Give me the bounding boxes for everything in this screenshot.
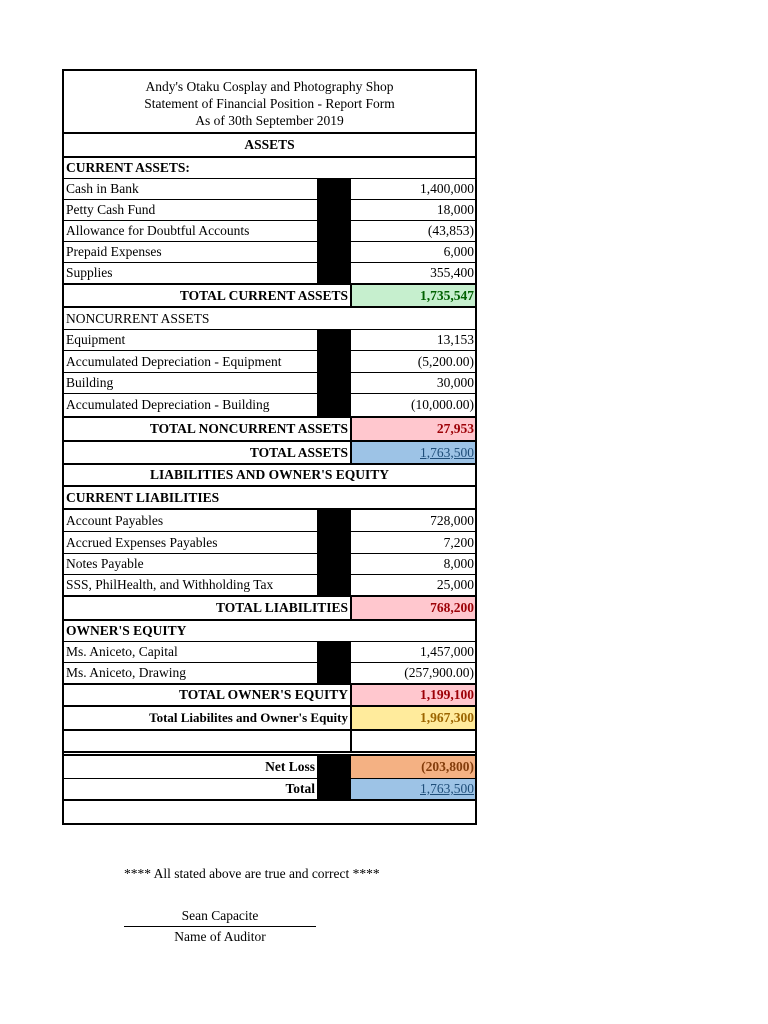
total-liabilities-label: TOTAL LIABILITIES bbox=[216, 600, 348, 615]
black-spacer-cell bbox=[317, 554, 350, 574]
total-liabilities-row bbox=[64, 597, 475, 621]
row-value: 30,000 bbox=[350, 373, 475, 393]
row-value: (10,000.00) bbox=[350, 394, 475, 416]
owners-equity-heading: OWNER'S EQUITY bbox=[66, 623, 187, 638]
black-spacer-cell bbox=[317, 351, 350, 372]
row-label: Accumulated Depreciation - Equipment bbox=[66, 353, 282, 369]
row-label: Account Payables bbox=[66, 512, 164, 528]
total-current-assets-value: 1,735,547 bbox=[350, 285, 475, 306]
table-row bbox=[64, 373, 475, 394]
row-value: 18,000 bbox=[350, 200, 475, 220]
table-row bbox=[64, 532, 475, 554]
row-value: 728,000 bbox=[350, 510, 475, 531]
assets-title: ASSETS bbox=[244, 137, 295, 152]
row-label: Petty Cash Fund bbox=[66, 202, 156, 217]
black-spacer-cell bbox=[317, 179, 350, 199]
total-liabilities-equity-label: Total Liabilites and Owner's Equity bbox=[149, 710, 348, 725]
row-value: (257,900.00) bbox=[350, 663, 475, 683]
total-owners-equity-label: TOTAL OWNER'S EQUITY bbox=[178, 687, 348, 702]
total-label: Total bbox=[285, 781, 315, 796]
row-value: 6,000 bbox=[350, 242, 475, 262]
row-value: (43,853) bbox=[350, 221, 475, 241]
total-noncurrent-assets-row bbox=[64, 418, 475, 442]
statement-header bbox=[64, 71, 475, 134]
row-value: 1,457,000 bbox=[350, 642, 475, 662]
certification-statement: **** All stated above are true and correct **** bbox=[124, 866, 380, 881]
financial-statement-sheet bbox=[62, 69, 477, 825]
row-value: 1,400,000 bbox=[350, 179, 475, 199]
row-value: 7,200 bbox=[350, 532, 475, 553]
table-row bbox=[64, 330, 475, 351]
total-owners-equity-row bbox=[64, 685, 475, 707]
current-assets-heading: CURRENT ASSETS: bbox=[66, 160, 190, 175]
total-liabilities-equity-value: 1,967,300 bbox=[350, 707, 475, 729]
table-row bbox=[64, 221, 475, 242]
total-current-assets-row bbox=[64, 285, 475, 308]
current-assets-heading-row bbox=[64, 158, 475, 179]
black-spacer-cell bbox=[317, 532, 350, 553]
row-value: 25,000 bbox=[350, 575, 475, 595]
liabilities-title-row bbox=[64, 465, 475, 487]
net-loss-value: (203,800) bbox=[350, 756, 475, 778]
net-loss-row bbox=[64, 756, 475, 779]
black-spacer-cell bbox=[317, 642, 350, 662]
row-value: 13,153 bbox=[350, 330, 475, 350]
row-label: Equipment bbox=[66, 332, 126, 347]
row-label: Allowance for Doubtful Accounts bbox=[66, 223, 250, 238]
black-spacer-cell bbox=[317, 221, 350, 241]
noncurrent-assets-heading-row bbox=[64, 308, 475, 330]
black-spacer-cell bbox=[317, 242, 350, 262]
row-label: SSS, PhilHealth, and Withholding Tax bbox=[66, 577, 274, 592]
black-spacer-cell bbox=[317, 575, 350, 595]
noncurrent-assets-heading: NONCURRENT ASSETS bbox=[66, 310, 210, 326]
black-spacer-cell bbox=[317, 779, 350, 799]
total-current-assets-label: TOTAL CURRENT ASSETS bbox=[179, 287, 348, 303]
black-spacer-cell bbox=[317, 200, 350, 220]
table-row bbox=[64, 663, 475, 685]
total-liabilities-equity-row bbox=[64, 707, 475, 731]
row-value: 8,000 bbox=[350, 554, 475, 574]
black-spacer-cell bbox=[317, 510, 350, 531]
statement-date: As of 30th September 2019 bbox=[195, 113, 344, 128]
liabilities-title: LIABILITIES AND OWNER'S EQUITY bbox=[150, 467, 389, 482]
empty-row bbox=[64, 731, 475, 753]
black-spacer-cell bbox=[317, 330, 350, 350]
total-noncurrent-assets-value: 27,953 bbox=[350, 418, 475, 440]
current-liabilities-heading: CURRENT LIABILITIES bbox=[66, 489, 220, 505]
row-label: Accumulated Depreciation - Building bbox=[66, 397, 270, 412]
black-spacer-cell bbox=[317, 263, 350, 283]
auditor-name: Sean Capacite bbox=[124, 908, 316, 927]
table-row bbox=[64, 642, 475, 663]
table-row bbox=[64, 179, 475, 200]
row-label: Ms. Aniceto, Drawing bbox=[66, 665, 186, 680]
row-label: Ms. Aniceto, Capital bbox=[66, 644, 178, 659]
black-spacer-cell bbox=[317, 394, 350, 416]
table-row bbox=[64, 351, 475, 373]
table-row bbox=[64, 554, 475, 575]
total-noncurrent-assets-label: TOTAL NONCURRENT ASSETS bbox=[149, 421, 348, 436]
row-label: Cash in Bank bbox=[66, 181, 139, 196]
black-spacer-cell bbox=[317, 756, 350, 778]
empty-value-cell bbox=[350, 731, 475, 751]
total-liabilities-value: 768,200 bbox=[350, 597, 475, 619]
current-liabilities-heading-row bbox=[64, 487, 475, 510]
table-row bbox=[64, 510, 475, 532]
auditor-caption: Name of Auditor bbox=[174, 929, 266, 944]
table-row bbox=[64, 263, 475, 285]
row-value: (5,200.00) bbox=[350, 351, 475, 372]
statement-title: Statement of Financial Position - Report Form bbox=[144, 96, 395, 111]
black-spacer-cell bbox=[317, 663, 350, 683]
table-row bbox=[64, 394, 475, 418]
total-assets-label: TOTAL ASSETS bbox=[249, 444, 348, 460]
row-label: Supplies bbox=[66, 265, 113, 280]
row-label: Building bbox=[66, 375, 114, 390]
assets-title-row bbox=[64, 134, 475, 158]
total-assets-value: 1,763,500 bbox=[350, 442, 475, 463]
table-row bbox=[64, 200, 475, 221]
total-value: 1,763,500 bbox=[350, 779, 475, 799]
row-label: Notes Payable bbox=[66, 556, 144, 571]
total-owners-equity-value: 1,199,100 bbox=[350, 685, 475, 705]
row-value: 355,400 bbox=[350, 263, 475, 283]
table-row bbox=[64, 242, 475, 263]
total-row bbox=[64, 779, 475, 801]
black-spacer-cell bbox=[317, 373, 350, 393]
net-loss-label: Net Loss bbox=[265, 759, 315, 774]
company-name: Andy's Otaku Cosplay and Photography Shop bbox=[145, 79, 394, 94]
table-row bbox=[64, 575, 475, 597]
owners-equity-heading-row bbox=[64, 621, 475, 642]
bottom-empty-row bbox=[64, 801, 475, 823]
row-label: Prepaid Expenses bbox=[66, 244, 162, 259]
row-label: Accrued Expenses Payables bbox=[66, 534, 218, 550]
total-assets-row bbox=[64, 442, 475, 465]
